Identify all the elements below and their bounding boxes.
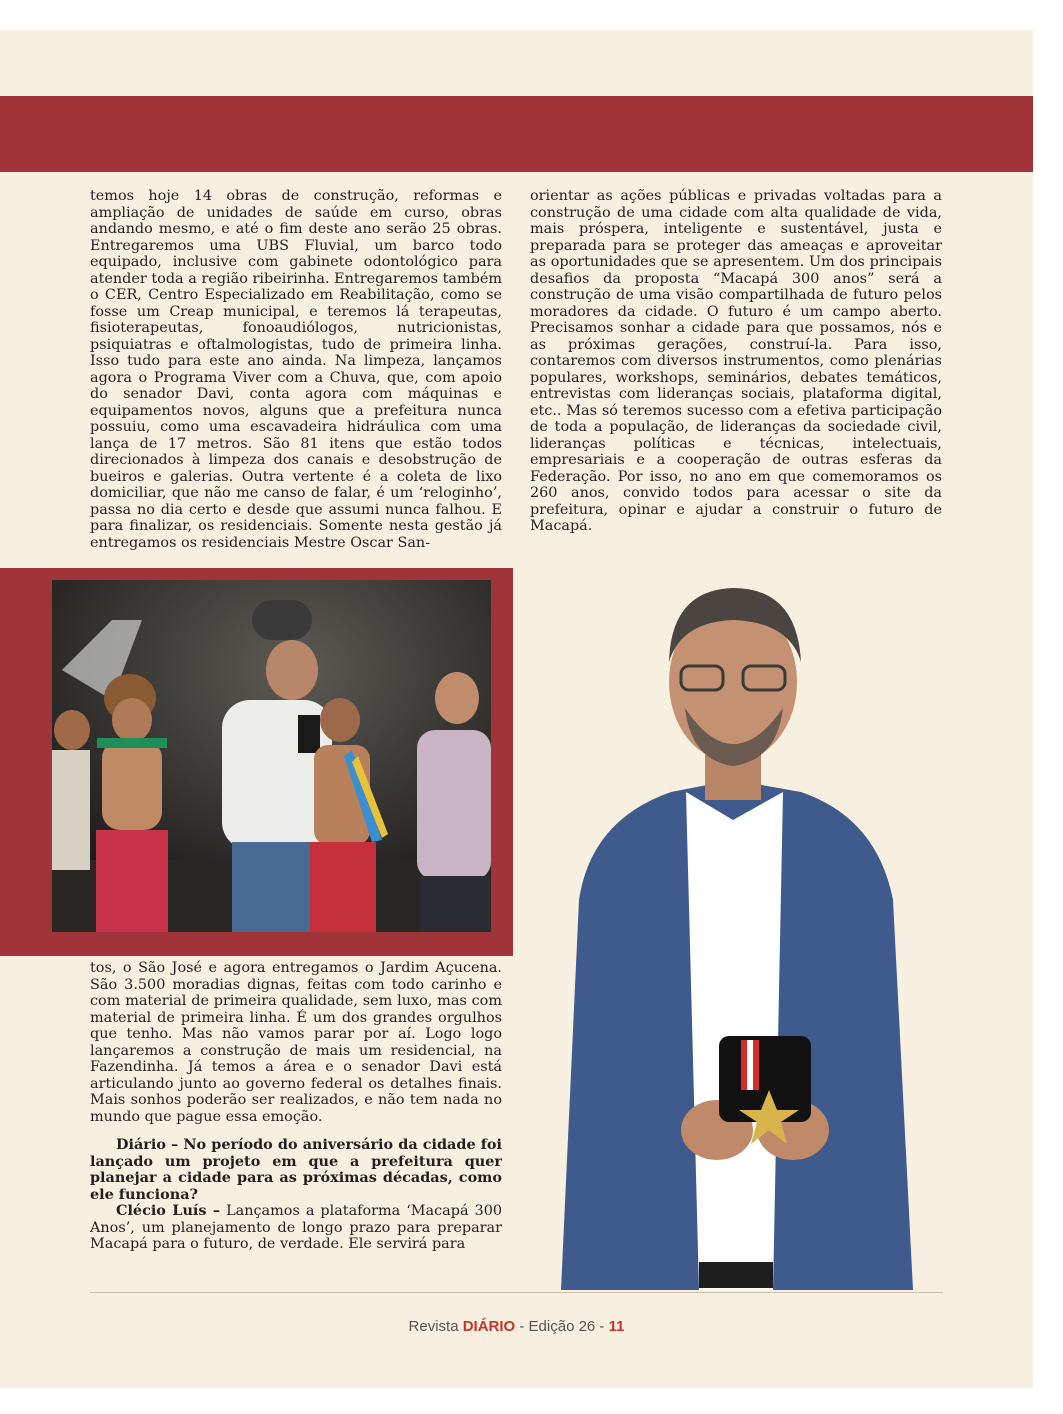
portrait-photo bbox=[521, 570, 945, 1290]
footer-prefix: Revista bbox=[408, 1318, 463, 1335]
page-number: 11 bbox=[608, 1318, 625, 1335]
article-paragraph: temos hoje 14 obras de construção, reformas e ampliação de unidades de saúde em curso, obras andando mesmo, e até o fim deste ano serão 25 obras. Entregaremos uma UBS Fluvial, um barco todo equipado, inclusive com gabinete odontológico para atender toda a região ribeirinha. Entregaremos também o CER, Centro Especializado em Reabilitação, como se fosse um Creap municipal, e teremos lá terapeutas, fisioterapeutas, fonoaudiólogos, nutricionistas, psiquiatras e oftalmologistas, tudo de primeira linha. Isso tudo para este ano ainda. Na limpeza, lançamos agora o Programa Viver com a Chuva, que, com apoio do senador Davi, conta agora com máquinas e equipamentos novos, alguns que a prefeitura nunca possuiu, como uma escavadeira hidráulica com uma lança de 17 metros. São 81 itens que estão todos direcionados à limpeza dos canais e desobstrução de bueiros e galerias. Outra vertente é a coleta de lixo domiciliar, que não me canso de falar, é um ‘reloginho’, passa no dia certo e desde que assumi nunca falhou. E para finalizar, os residenciais. Somente nesta gestão já entregamos os residenciais Mestre Oscar San- bbox=[90, 188, 502, 551]
article-paragraph: orientar as ações públicas e privadas voltadas para a construção de uma cidade com alta qualidade de vida, mais próspera, inteligente e sustentável, justa e preparada para se proteger das ameaças e aproveitar as oportunidades que se apresentem. Um dos principais desafios da proposta “Macapá 300 anos” será a construção de uma visão compartilhada de futuro pelos moradores da cidade. O futuro é um campo aberto. Precisamos sonhar a cidade para que possamos, nós e as próximas gerações, construí-la. Para isso, contaremos com diversos instrumentos, como plenárias populares, workshops, seminários, debates temáticos, entrevistas com lideranças sociais, plataforma digital, etc.. Mas só teremos sucesso com a efetiva participação de toda a população, de lideranças da sociedade civil, lideranças políticas e técnicas, intelectuais, empresariais e a cooperação de outras esferas da Federação. Por isso, no ano em que comemoramos os 260 anos, convido todos para acessar o site da prefeitura, opinar e ajudar a construir o futuro de Macapá. bbox=[530, 188, 942, 534]
footer-edition: - Edição 26 - bbox=[515, 1318, 609, 1335]
article-column-right-top bbox=[530, 188, 942, 535]
article-column-left-bottom bbox=[90, 960, 502, 1253]
footer-brand: DIÁRIO bbox=[462, 1318, 516, 1335]
magazine-page bbox=[0, 30, 1033, 1388]
answer-text: Lançamos a plataforma ‘Macapá 300 Anos’, um planejamento de longo prazo para preparar Macapá para o futuro, de verdade. Ele servirá para bbox=[90, 1203, 503, 1252]
page-footer bbox=[0, 1318, 1033, 1335]
interview-answer bbox=[90, 1203, 502, 1253]
stage-event-photo bbox=[52, 580, 491, 932]
interview-question: Diário – No período do aniversário da cidade foi lançado um projeto em que a prefeitura quer planejar a cidade para as próximas décadas, como ele funciona? bbox=[90, 1136, 502, 1203]
footer-rule bbox=[90, 1292, 943, 1293]
header-band bbox=[0, 96, 1033, 172]
article-column-left-top bbox=[90, 188, 502, 551]
answer-speaker: Clécio Luís – bbox=[116, 1202, 221, 1219]
article-paragraph: tos, o São José e agora entregamos o Jardim Açucena. São 3.500 moradias dignas, feitas com todo carinho e com material de primeira qualidade, sem luxo, mas com material de primeira linha. É um dos grandes orgulhos que tenho. Mas não vamos parar por aí. Logo logo lançaremos a construção de mais um residencial, na Fazendinha. Já temos a área e o senador Davi está articulando junto ao governo federal os detalhes finais. Mais sonhos poderão ser realizados, e não tem nada no mundo que pague essa emoção. bbox=[90, 960, 502, 1125]
